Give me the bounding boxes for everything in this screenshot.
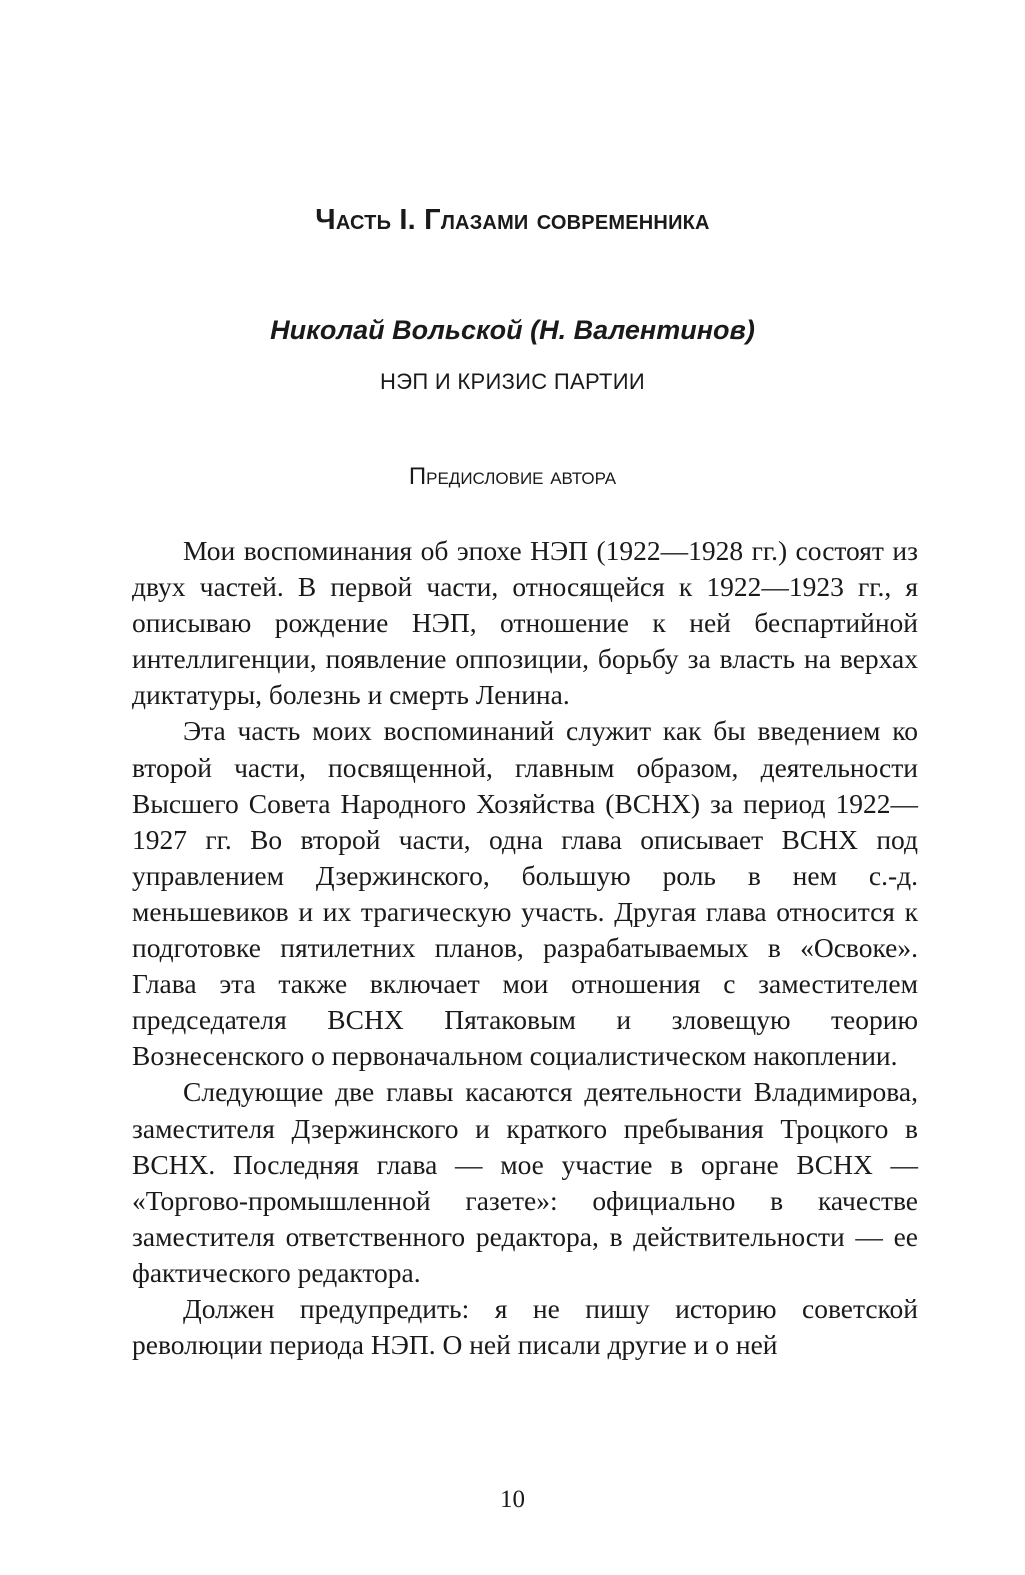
paragraph: Следующие две главы касаются деятельности Владимирова, заместителя Дзержинского и краткого пребывания Троцкого в ВСНХ. Последняя глава — мое участие в органе ВСНХ — «Торгово-промышленной газете»: официально в качестве заместителя ответственного редактора, в действительности — ее фактического редактора. <box>132 1076 918 1288</box>
paragraph: Должен предупредить: я не пишу историю советской революции периода НЭП. О ней писали другие и о ней <box>132 1292 918 1361</box>
author-name: Николай Вольской (Н. Валентинов) <box>270 315 755 345</box>
work-title: НЭП И КРИЗИС ПАРТИИ <box>380 369 645 394</box>
page-number: 10 <box>500 1486 525 1513</box>
preface-heading: Предисловие автора <box>408 463 617 490</box>
paragraph: Эта часть моих воспоминаний служит как бы введением ко второй части, посвященной, главным образом, деятельности Высшего Совета Народного Хозяйства (ВСНХ) за период 1922—1927 гг. Во второй части, одна глава описывает ВСНХ под управлением Дзержинского, большую роль в нем с.-д. меньшевиков и их трагическую участь. Другая глава относится к подготовке пятилетних планов, разрабатываемых в «Освоке». Глава эта также включает мои отношения с заместителем председателя ВСНХ Пятаковым и зловещую теорию Вознесенского о первоначальном социалистическом накоплении. <box>132 715 918 1072</box>
paragraph: Мои воспоминания об эпохе НЭП (1922—1928 гг.) состоят из двух частей. В первой части, относящейся к 1922—1923 гг., я описываю рождение НЭП, отношение к ней беспартийной интеллигенции, появление оппозиции, борьбу за власть на верхах диктатуры, болезнь и смерть Ленина. <box>132 535 918 711</box>
part-title: Часть I. Глазами современника <box>315 204 710 236</box>
body-text <box>132 533 918 1363</box>
